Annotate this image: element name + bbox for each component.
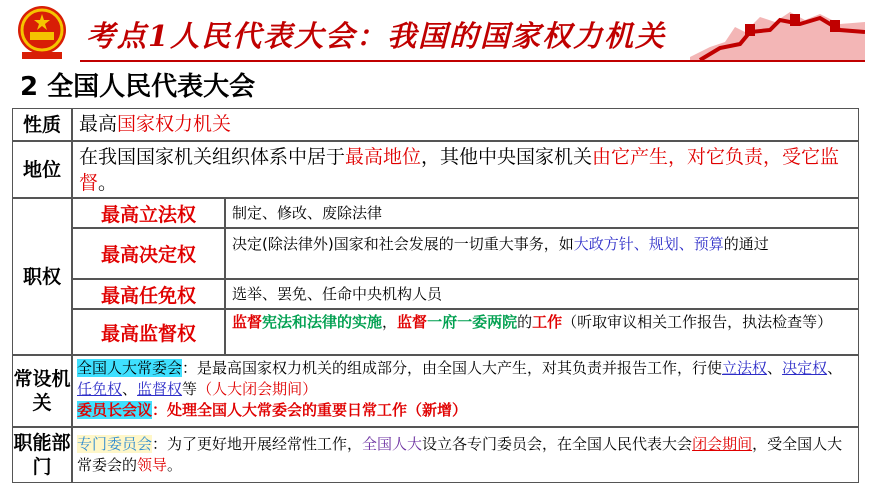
dept-text-2: 设立各专门委员会，在全国人民代表大会 — [422, 435, 693, 453]
supervise-work: 工作 — [532, 313, 563, 331]
standing-power-2: 决定权 — [782, 359, 828, 377]
power-desc-appointment — [225, 279, 859, 309]
label-powers: 职权 — [12, 198, 72, 355]
power-name-supervision: 最高监督权 — [72, 309, 225, 355]
power-name-appointment: 最高任免权 — [72, 279, 225, 309]
chairman-meeting-text: ：处理全国人大常委会的重要日常工作（新增） — [152, 401, 468, 419]
header-divider — [80, 60, 865, 62]
header-title: 考点1人民代表大会：我国的国家权力机关 — [86, 19, 667, 53]
status-text-2: ，其他中央国家机关 — [421, 146, 593, 168]
dept-recess: 闭会期间 — [692, 435, 753, 453]
standing-line-b — [77, 400, 854, 421]
great-wall-icon — [690, 2, 865, 62]
chairman-meeting-term: 委员长会议 — [77, 401, 153, 419]
national-emblem-icon — [8, 2, 76, 64]
standing-power-3: 任免权 — [77, 380, 123, 398]
punct: 、 — [767, 359, 783, 377]
power-desc-supervision — [225, 309, 859, 355]
section-subtitle: 2 全国人民代表大会 — [20, 72, 256, 102]
dept-npc: 全国人大 — [362, 435, 423, 453]
status-highlight-2: 由它产生，对它负责，受它监督 — [79, 146, 840, 194]
label-standing: 常设机关 — [12, 355, 72, 427]
status-text-3: 。 — [98, 172, 118, 194]
punct: ， — [382, 313, 398, 331]
dept-text-4: 。 — [167, 456, 183, 474]
supervise-constitution: 宪法和法律的实施 — [262, 313, 383, 331]
standing-line-a — [77, 358, 854, 400]
nature-highlight: 国家权力机关 — [117, 113, 232, 135]
power-desc-highlight: 大政方针、规划、预算 — [573, 235, 724, 253]
label-status: 地位 — [12, 141, 72, 198]
label-nature: 性质 — [12, 108, 72, 141]
standing-note: （人大闭会期间） — [197, 380, 318, 398]
supervise-organs: 一府一委两院 — [427, 313, 518, 331]
supervise-note: （听取审议相关工作报告，执法检查等） — [562, 313, 833, 331]
power-desc-legislative — [225, 198, 859, 228]
dept-text-1: ：为了更好地开展经常性工作， — [152, 435, 363, 453]
power-desc-text: 决定(除法律外)国家和社会发展的一切重大事务，如 — [232, 235, 574, 253]
dept-text-3: ，受全国人大常委会的 — [77, 435, 843, 474]
standing-content — [72, 355, 859, 427]
dept-lead: 领导 — [137, 456, 168, 474]
dept-content — [72, 427, 859, 483]
standing-etc: 等 — [182, 380, 198, 398]
status-content — [72, 141, 859, 198]
power-desc-text: 制定、修改、废除法律 — [232, 203, 383, 222]
punct: 、 — [122, 380, 138, 398]
label-dept: 职能部门 — [12, 427, 72, 483]
status-highlight-1: 最高地位 — [345, 146, 422, 168]
header-banner — [0, 0, 870, 66]
standing-committee-term: 全国人大常委会 — [77, 359, 183, 377]
standing-power-4: 监督权 — [137, 380, 183, 398]
power-desc-decision — [225, 228, 859, 279]
supervise-word: 监督 — [397, 313, 428, 331]
punct: 的 — [517, 313, 533, 331]
power-desc-text: 选举、罢免、任命中央机构人员 — [232, 284, 443, 303]
standing-committee-text: ：是最高国家权力机关的组成部分，由全国人大产生，对其负责并报告工作，行使 — [182, 359, 723, 377]
punct: 、 — [827, 359, 843, 377]
special-committee-term: 专门委员会 — [77, 435, 153, 453]
supervise-word: 监督 — [232, 313, 263, 331]
power-name-legislative: 最高立法权 — [72, 198, 225, 228]
power-desc-text: 的通过 — [723, 235, 769, 253]
nature-text: 最高 — [79, 113, 118, 135]
standing-power-1: 立法权 — [722, 359, 768, 377]
status-text-1: 在我国国家机关组织体系中居于 — [79, 146, 346, 168]
nature-content — [72, 108, 859, 141]
power-name-decision: 最高决定权 — [72, 228, 225, 279]
